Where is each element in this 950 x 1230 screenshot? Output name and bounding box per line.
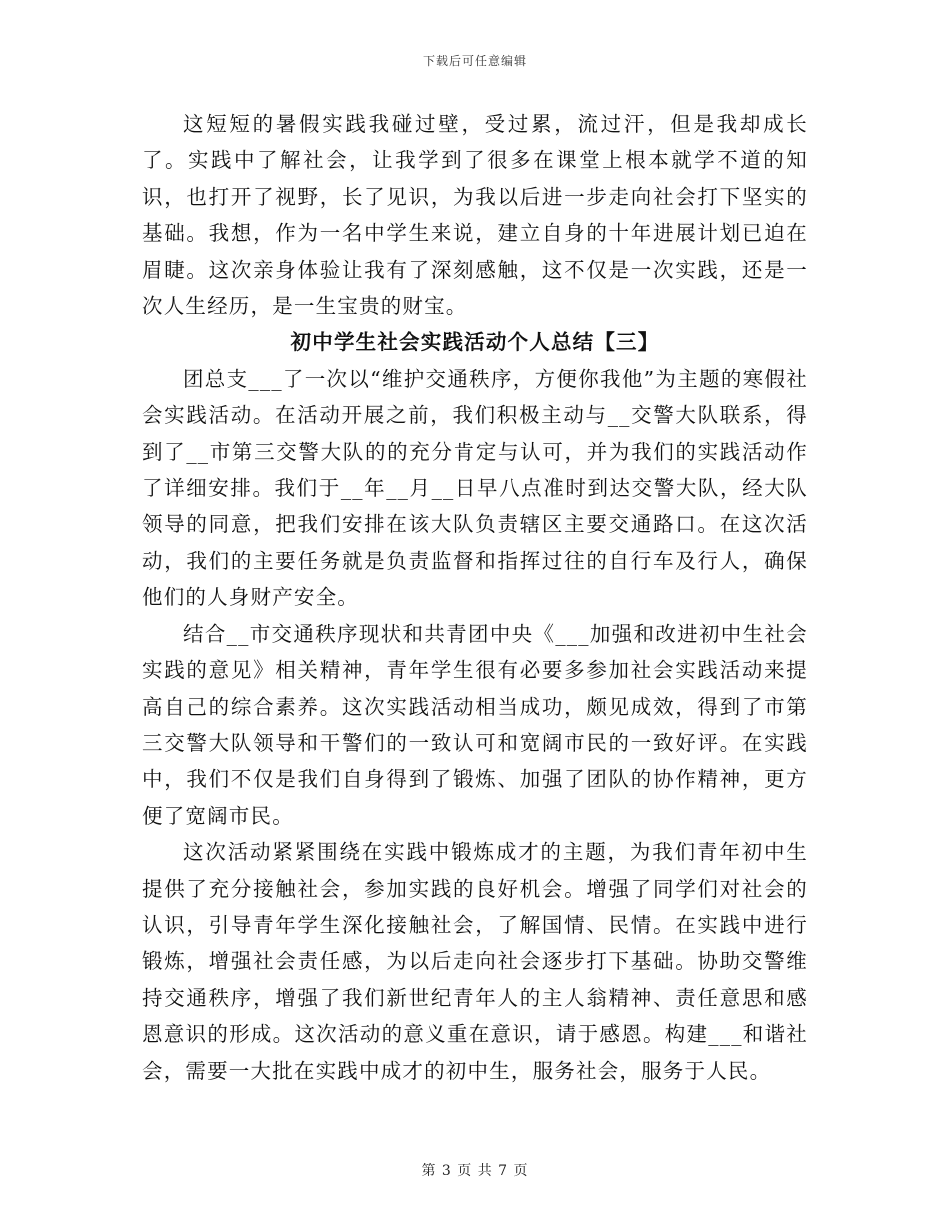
section-title: 初中学生社会实践活动个人总结【三】 <box>290 330 660 355</box>
page-number: 第 3 页 共 7 页 <box>421 1163 529 1179</box>
paragraph-4: 这次活动紧紧围绕在实践中锻炼成才的主题，为我们青年初中生提供了充分接触社会，参加实践的良好机会。增强了同学们对社会的认识，引导青年学生深化接触社会，了解国情、民情。在实践中进行锻炼，增强社会责任感，为以后走向社会逐步打下基础。协助交警维持交通秩序，增强了我们新世纪青年人的主人翁精神、责任意思和感恩意识的形成。这次活动的意义重在意识，请于感恩。构建___和谐社会，需要一大批在实践中成才的初中生，服务社会，服务于人民。 <box>142 840 808 1083</box>
document-body <box>142 106 808 1089</box>
page-header-note: 下载后可任意编辑 <box>422 54 527 68</box>
paragraph-2: 团总支___了一次以“维护交通秩序，方便你我他”为主题的寒假社会实践活动。在活动开展之前，我们积极主动与__交警大队联系，得到了__市第三交警大队的的充分肯定与认可，并为我们的实践活动作了详细安排。我们于__年__月__日早八点准时到达交警大队，经大队领导的同意，把我们安排在该大队负责辖区主要交通路口。在这次活动，我们的主要任务就是负责监督和指挥过往的自行车及行人，确保他们的人身财产安全。 <box>142 366 808 610</box>
paragraph-3: 结合__市交通秩序现状和共青团中央《___加强和改进初中生社会实践的意见》相关精神，青年学生很有必要多参加社会实践活动来提高自己的综合素养。这次实践活动相当成功，颇见成效，得到了市第三交警大队领导和干警们的一致认可和宽阔市民的一致好评。在实践中，我们不仅是我们自身得到了锻炼、加强了团队的协作精神，更方便了宽阔市民。 <box>142 621 808 828</box>
paragraph-1: 这短短的暑假实践我碰过壁，受过累，流过汗，但是我却成长了。实践中了解社会，让我学到了很多在课堂上根本就学不道的知识，也打开了视野，长了见识，为我以后进一步走向社会打下坚实的基础。我想，作为一名中学生来说，建立自身的十年进展计划已迫在眉睫。这次亲身体验让我有了深刻感触，这不仅是一次实践，还是一次人生经历，是一生宝贵的财宝。 <box>142 112 808 319</box>
